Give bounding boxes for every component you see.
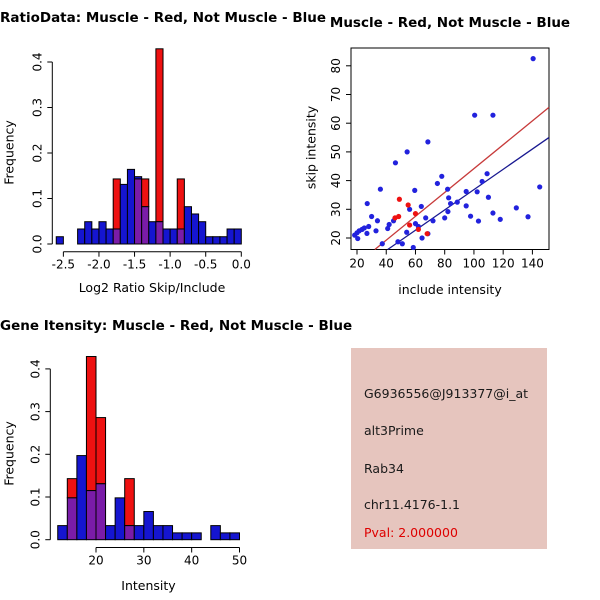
ratio-hist-xlabel: Log2 Ratio Skip/Include <box>78 280 226 295</box>
scatter-xlabel: include intensity <box>398 282 502 297</box>
not-muscle-fit-line <box>388 138 549 250</box>
svg-text:80: 80 <box>437 256 453 271</box>
svg-text:30: 30 <box>329 201 343 217</box>
svg-text:0.1: 0.1 <box>30 188 45 209</box>
svg-text:40: 40 <box>184 553 200 568</box>
splice-type-text: alt3Prime <box>364 423 424 438</box>
svg-text:20: 20 <box>329 230 343 246</box>
ratio-hist-ylabel: Frequency <box>1 120 17 185</box>
scatter-plot <box>329 48 549 271</box>
gene-hist-xlabel: Intensity <box>121 578 176 593</box>
gene-hist-ylabel: Frequency <box>1 421 17 486</box>
svg-text:0.0: 0.0 <box>28 530 43 550</box>
svg-text:120: 120 <box>491 256 515 271</box>
scatter-ylabel: skip intensity <box>303 105 319 190</box>
svg-text:140: 140 <box>520 256 544 271</box>
svg-text:-2.5: -2.5 <box>51 257 76 272</box>
svg-text:-0.5: -0.5 <box>194 257 218 272</box>
svg-text:70: 70 <box>329 86 343 103</box>
locus-text: chr11.4176-1.1 <box>364 497 461 512</box>
gene-hist-plot <box>28 357 247 568</box>
pval-text: Pval: 2.000000 <box>364 525 458 540</box>
svg-text:20: 20 <box>88 553 104 568</box>
svg-text:-2.0: -2.0 <box>87 257 111 272</box>
scatter-points-not-muscle-blue <box>352 56 542 250</box>
svg-text:0.1: 0.1 <box>28 487 43 507</box>
svg-text:50: 50 <box>231 553 248 568</box>
svg-text:40: 40 <box>329 172 343 189</box>
ratio-hist-title: RatioData: Muscle - Red, Not Muscle - Blue <box>0 10 327 26</box>
svg-text:0.2: 0.2 <box>28 444 43 464</box>
gene-name-text: Rab34 <box>364 461 404 476</box>
svg-text:0.0: 0.0 <box>231 257 251 272</box>
svg-text:0.0: 0.0 <box>30 234 45 254</box>
svg-text:60: 60 <box>407 256 424 271</box>
svg-text:20: 20 <box>349 256 365 271</box>
svg-text:80: 80 <box>329 58 343 74</box>
svg-text:0.4: 0.4 <box>30 52 45 72</box>
ratio-hist-plot <box>30 49 251 272</box>
svg-text:40: 40 <box>378 256 394 271</box>
svg-text:-1.5: -1.5 <box>122 257 147 272</box>
svg-text:0.4: 0.4 <box>28 359 43 379</box>
scatter-title: Muscle - Red, Not Muscle - Blue <box>329 15 571 31</box>
svg-text:50: 50 <box>329 144 343 160</box>
gene-hist-bars <box>58 357 240 540</box>
svg-text:-1.0: -1.0 <box>158 257 182 272</box>
probe-id-text: G6936556@J913377@i_at <box>364 386 529 401</box>
ratio-hist-bars <box>56 49 241 244</box>
svg-text:0.2: 0.2 <box>30 143 45 163</box>
svg-text:0.3: 0.3 <box>28 402 43 422</box>
muscle-fit-line <box>375 107 549 249</box>
svg-text:0.3: 0.3 <box>30 97 45 118</box>
svg-text:30: 30 <box>136 553 152 568</box>
gene-hist-title: Gene Itensity: Muscle - Red, Not Muscle - Blue <box>0 318 353 334</box>
svg-text:60: 60 <box>329 115 343 131</box>
info-panel <box>351 348 547 549</box>
svg-text:100: 100 <box>462 256 486 271</box>
